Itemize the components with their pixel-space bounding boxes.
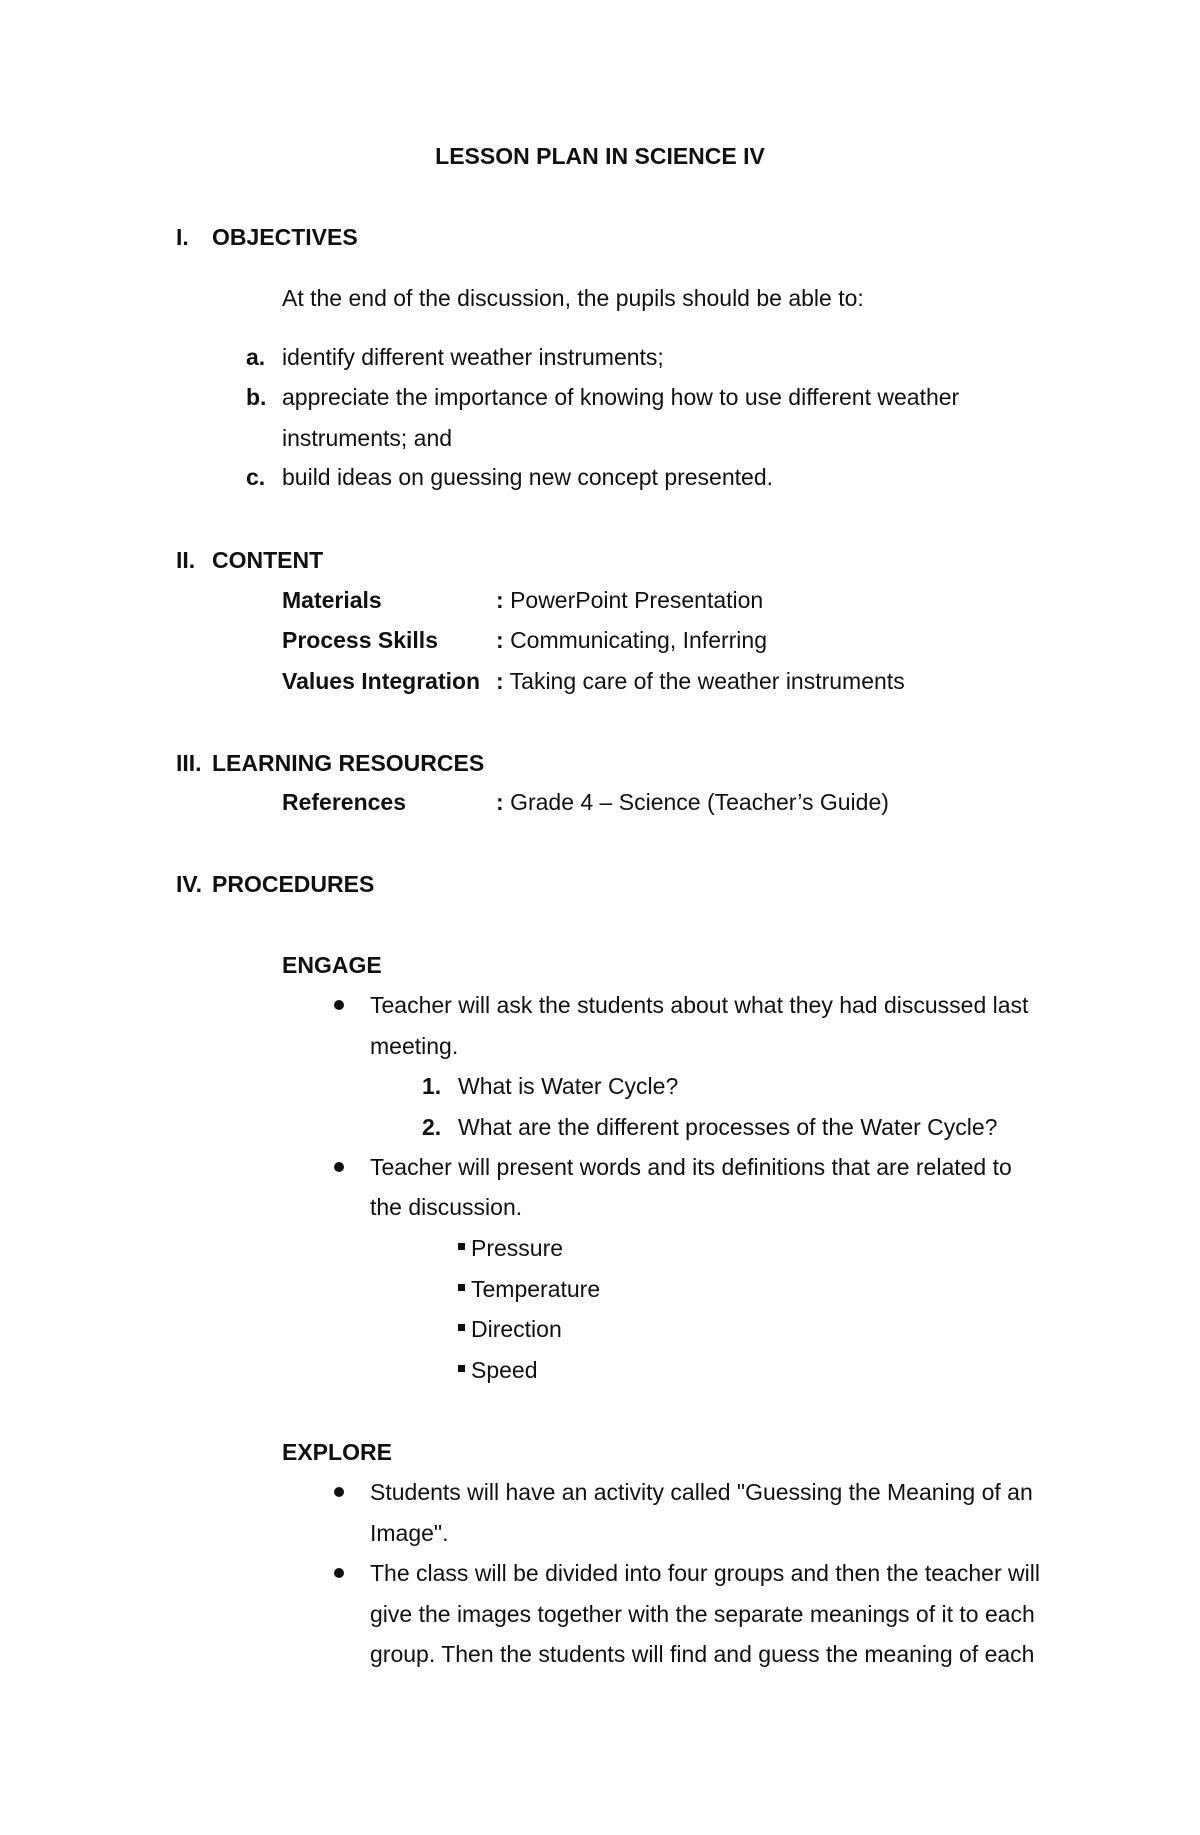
bullet-dot-icon [334, 1162, 344, 1172]
objective-marker-b: b. [246, 384, 267, 410]
objective-text-c: build ideas on guessing new concept presented. [282, 464, 774, 490]
resources-colon: : Grade 4 – Science (Teacher’s Guide) [496, 789, 889, 815]
engage-word-speed: Speed [471, 1357, 538, 1383]
engage-word-direction: Direction [471, 1316, 562, 1342]
section-heading-objectives: OBJECTIVES [212, 224, 358, 250]
content-value-process-skills: Communicating, Inferring [510, 627, 768, 653]
resources-value-references: Grade 4 – Science (Teacher’s Guide) [510, 789, 889, 815]
engage-bullet2-line2: the discussion. [370, 1194, 523, 1220]
engage-word-item [458, 1350, 538, 1390]
objective-marker-c: c. [246, 464, 266, 490]
objective-text-b: appreciate the importance of knowing how to use different weather [282, 384, 960, 410]
square-bullet-icon [458, 1243, 465, 1250]
explore-bullet2-line1: The class will be divided into four groups and then the teacher will [370, 1560, 1040, 1586]
engage-bullet2-line1: Teacher will present words and its definitions that are related to [370, 1154, 1012, 1180]
explore-bullet2-line3: group. Then the students will find and guess the meaning of each [370, 1641, 1035, 1667]
content-label-values-integration: Values Integration [282, 668, 481, 694]
section-number-content: II. [176, 547, 196, 573]
section-heading-procedures: PROCEDURES [212, 871, 375, 897]
explore-heading: EXPLORE [282, 1439, 392, 1465]
engage-question-number-1: 1. [422, 1073, 442, 1099]
engage-question-2: What are the different processes of the Water Cycle? [458, 1114, 998, 1140]
content-colon: : Communicating, Inferring [496, 627, 768, 653]
resources-label-references: References [282, 789, 407, 815]
section-number-objectives: I. [176, 224, 189, 250]
square-bullet-icon [458, 1365, 465, 1372]
section-number-procedures: IV. [176, 871, 203, 897]
engage-heading: ENGAGE [282, 952, 382, 978]
bullet-dot-icon [334, 1000, 344, 1010]
content-colon: : Taking care of the weather instruments [496, 668, 905, 694]
bullet-dot-icon [334, 1568, 344, 1578]
content-label-process-skills: Process Skills [282, 627, 438, 653]
objectives-intro: At the end of the discussion, the pupils should be able to: [282, 285, 864, 311]
engage-bullet1-line1: Teacher will ask the students about what they had discussed last [370, 992, 1029, 1018]
explore-bullet1-line2: Image". [370, 1520, 449, 1546]
objective-text-b-line2: instruments; and [282, 425, 453, 451]
section-heading-resources: LEARNING RESOURCES [212, 750, 485, 776]
content-label-materials: Materials [282, 587, 382, 613]
engage-word-item [458, 1309, 562, 1349]
engage-question-number-2: 2. [422, 1114, 442, 1140]
explore-bullet1-line1: Students will have an activity called "Guessing the Meaning of an [370, 1479, 1033, 1505]
objective-marker-a: a. [246, 344, 266, 370]
section-number-resources: III. [176, 750, 202, 776]
engage-word-pressure: Pressure [471, 1235, 564, 1261]
engage-bullet1-line2: meeting. [370, 1033, 459, 1059]
engage-word-temperature: Temperature [471, 1276, 601, 1302]
content-value-values-integration: Taking care of the weather instruments [509, 668, 905, 694]
explore-bullet2-line2: give the images together with the separate meanings of it to each [370, 1601, 1035, 1627]
content-value-materials: PowerPoint Presentation [510, 587, 764, 613]
engage-word-item [458, 1228, 563, 1268]
content-colon: : PowerPoint Presentation [496, 587, 764, 613]
bullet-dot-icon [334, 1487, 344, 1497]
engage-word-item [458, 1269, 600, 1309]
square-bullet-icon [458, 1284, 465, 1291]
square-bullet-icon [458, 1324, 465, 1331]
objective-text-a: identify different weather instruments; [282, 344, 664, 370]
engage-question-1: What is Water Cycle? [458, 1073, 679, 1099]
section-heading-content: CONTENT [212, 547, 324, 573]
page-title: LESSON PLAN IN SCIENCE IV [435, 143, 765, 169]
